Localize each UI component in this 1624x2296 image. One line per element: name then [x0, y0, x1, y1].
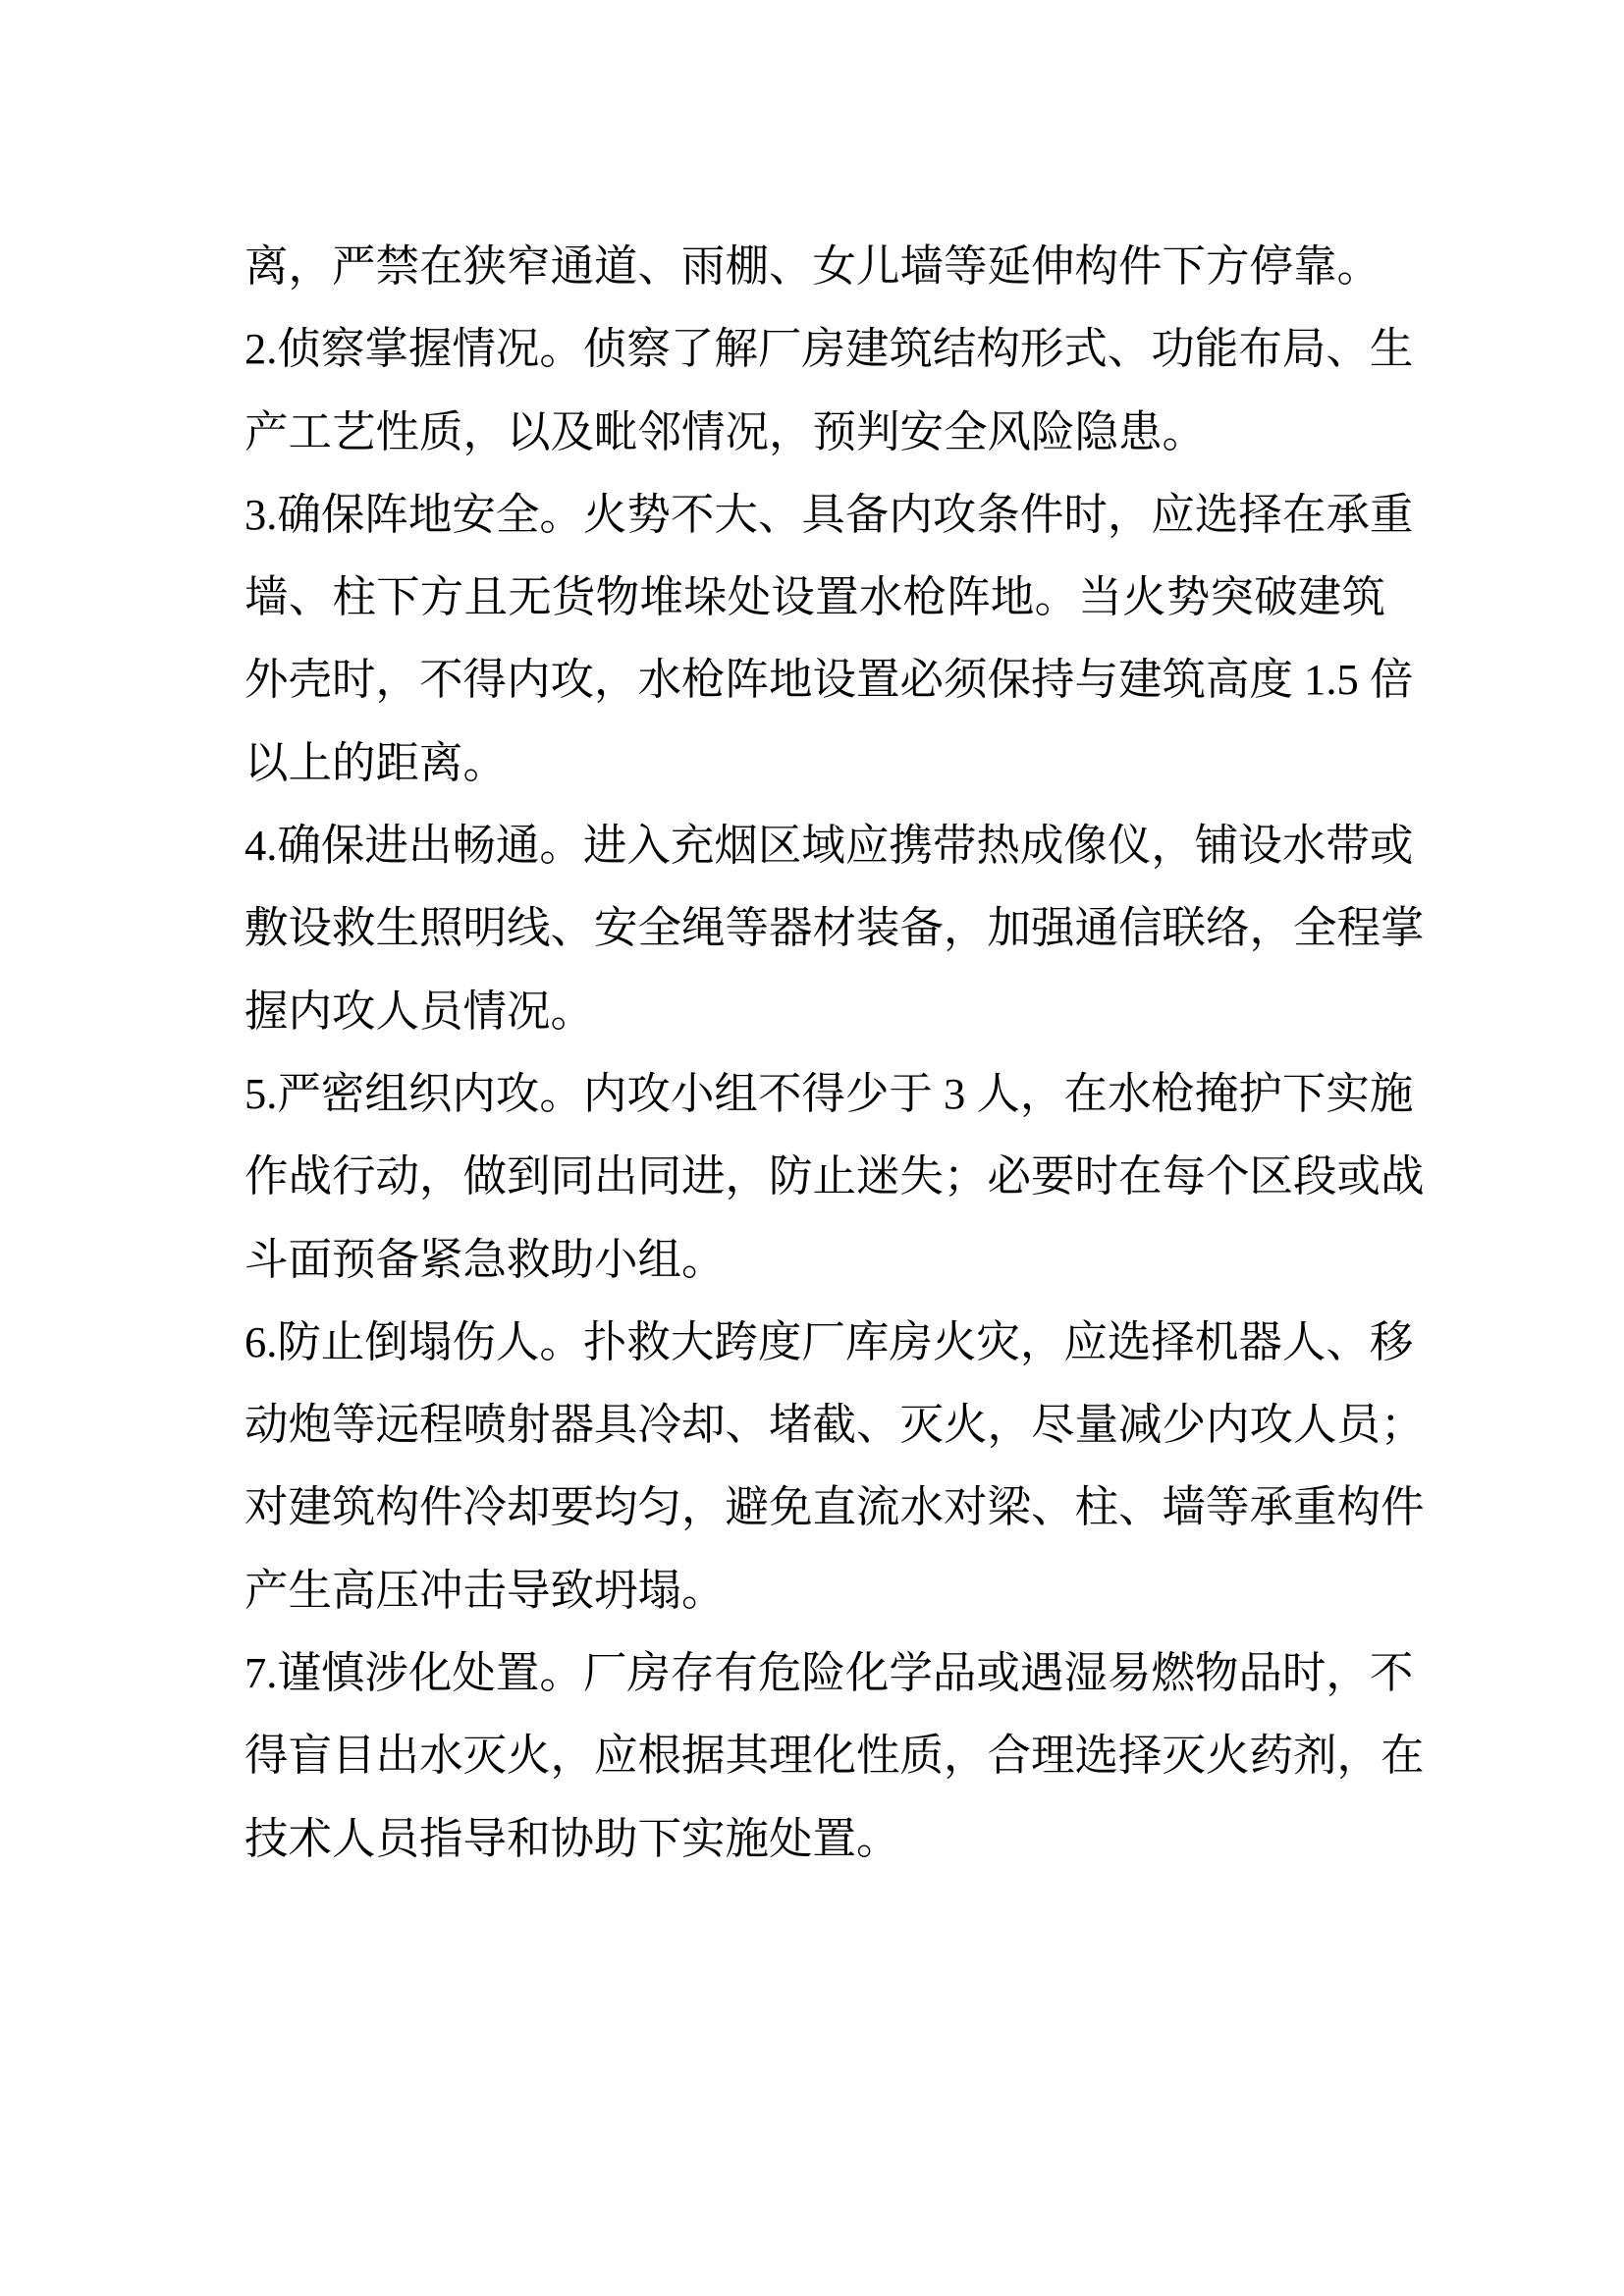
text-line: 斗面预备紧急救助小组。: [244, 1234, 726, 1284]
text-line: 外壳时，不得内攻，水枪阵地设置必须保持与建筑高度 1.5 倍: [244, 655, 1414, 705]
text-line: 7.谨慎涉化处置。厂房存有危险化学品或遇湿易燃物品时，不: [244, 1648, 1414, 1698]
text-line: 6.防止倒塌伤人。扑救大跨度厂库房火灾，应选择机器人、移: [244, 1316, 1414, 1366]
document-page: [244, 225, 1425, 1880]
paragraph: [244, 225, 1385, 307]
text-line: 离，严禁在狭窄通道、雨棚、女儿墙等延伸构件下方停靠。: [244, 241, 1381, 291]
text-line: 以上的距离。: [244, 737, 508, 787]
text-line: 作战行动，做到同出同进，防止迷失；必要时在每个区段或战: [244, 1151, 1425, 1201]
text-line: 3.确保阵地安全。火势不大、具备内攻条件时，应选择在承重: [244, 489, 1414, 539]
text-line: 4.确保进出畅通。进入充烟区域应携带热成像仪，铺设水带或: [244, 821, 1414, 871]
paragraph: [244, 1631, 1425, 1880]
text-line: 产工艺性质，以及毗邻情况，预判安全风险隐患。: [244, 406, 1207, 456]
text-line: 对建筑构件冷却要均匀，避免直流水对梁、柱、墙等承重构件: [244, 1482, 1425, 1532]
text-line: 2.侦察掌握情况。侦察了解厂房建筑结构形式、功能布局、生: [244, 324, 1414, 374]
text-line: 5.严密组织内攻。内攻小组不得少于 3 人，在水枪掩护下实施: [244, 1068, 1414, 1118]
paragraph: [244, 1052, 1425, 1301]
text-line: 握内攻人员情况。: [244, 986, 595, 1036]
text-line: 得盲目出水灭火，应根据其理化性质，合理选择灭火药剂，在: [244, 1731, 1425, 1781]
text-line: 墙、柱下方且无货物堆垛处设置水枪阵地。当火势突破建筑: [244, 572, 1385, 622]
text-line: 产生高压冲击导致坍塌。: [244, 1565, 726, 1615]
paragraph: [244, 473, 1414, 804]
text-line: 技术人员指导和协助下实施处置。: [244, 1813, 900, 1863]
paragraph: [244, 804, 1425, 1052]
paragraph: [244, 1301, 1425, 1631]
paragraph: [244, 307, 1414, 473]
text-line: 敷设救生照明线、安全绳等器材装备，加强通信联络，全程掌: [244, 903, 1425, 953]
text-line: 动炮等远程喷射器具冷却、堵截、灭火，尽量减少内攻人员；: [244, 1400, 1425, 1450]
